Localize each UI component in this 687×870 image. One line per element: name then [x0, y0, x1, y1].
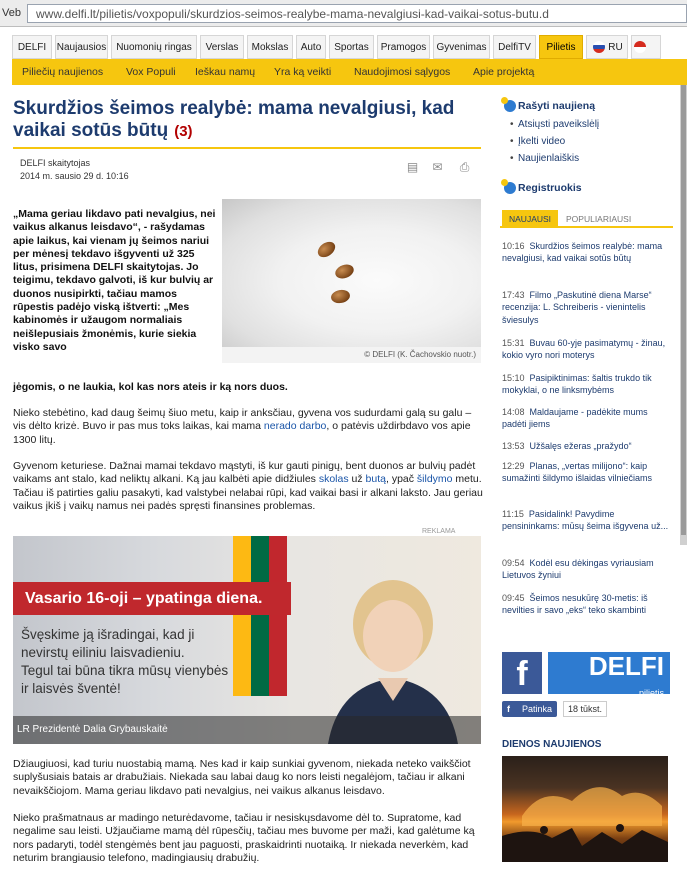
news-time: 15:31: [502, 338, 525, 348]
ad-headline: Vasario 16-oji – ypatinga diena.: [13, 582, 291, 615]
subnav-pilieciu-naujienos[interactable]: Piliečių naujienos: [22, 66, 104, 78]
news-item[interactable]: [502, 508, 674, 533]
news-title: Maldaujame - padėkite mums padėti jiems: [502, 407, 648, 430]
article-lead: „Mama geriau likdavo pati nevalgius, nei vaikus alkanus leisdavo“, - rašydamas apie laikus, kai vienam jų šeimos nariui per mėnesį tekdavo išgyventi už 325 litus, prisimena DELFI skaitytojas. Jo teigimu, tekdavo galvoti, iš kur bulvių ar duonos nusipirkti, tačiau mamos rūpestis padėjo viską ištverti: „Mes kabinomės ir užaugom normaliais neišlepusiais žmonėmis, kurie siekia visko savo: [13, 208, 216, 353]
news-time: 10:16: [502, 241, 525, 251]
ad-line: nevirstų eiliniu laisvadieniu.: [21, 645, 185, 660]
news-time: 15:10: [502, 373, 525, 383]
text: Nieko stebėtino, kad daug šeimų šiuo metu, kaip ir anksčiau, gyvena vos sudurdami galą su galu – vis dėlto krizė. Buvo ir pas mus toks laikas, kai mama: [13, 407, 472, 433]
protest-scene: [502, 756, 668, 862]
news-item[interactable]: [502, 557, 674, 582]
ad-line: Švęskime ją išradingai, kad ji: [21, 627, 195, 642]
article-paragraph-1: [13, 407, 483, 447]
article-date: 2014 m. sausio 29 d. 10:16: [20, 171, 129, 181]
news-item[interactable]: [502, 289, 674, 326]
nav-mokslas[interactable]: Mokslas: [247, 35, 293, 59]
news-title: Šeimos nesukūrę 30-metis: iš nevilties ir savo „eks“ teko skambinti: [502, 593, 648, 616]
register-label: Registruokis: [518, 182, 582, 194]
photo-bean: [315, 239, 338, 261]
nav-sportas[interactable]: Sportas: [329, 35, 374, 59]
link-skolas[interactable]: skolas: [318, 473, 349, 486]
subnav-naudojimosi-salygos[interactable]: Naudojimosi sąlygos: [354, 66, 451, 78]
register-link[interactable]: [504, 182, 582, 194]
ad-line: ir laisvės šventė!: [21, 681, 121, 696]
subnav-vox-populi[interactable]: Vox Populi: [126, 66, 176, 78]
nav-naujausios[interactable]: Naujausios: [55, 35, 108, 59]
user-icon: [504, 100, 516, 112]
text: , ypač: [385, 473, 417, 486]
main-navigation: [12, 35, 687, 59]
news-time: 12:29: [502, 461, 525, 471]
subnav-yra-ka-veikti[interactable]: Yra ką veikti: [274, 66, 332, 78]
text: , o patėvis uždirbdavo vos apie 1300 litų.: [13, 420, 471, 446]
news-item[interactable]: [502, 372, 674, 397]
article-photo[interactable]: [222, 199, 481, 347]
headline-divider: [13, 147, 481, 149]
print-icon[interactable]: ⎙: [459, 160, 470, 174]
write-news-label: Rašyti naujieną: [518, 100, 596, 112]
sidebar-link-picture[interactable]: • Atsiųsti paveikslėlį: [518, 119, 599, 130]
news-title: Planas, „vertas milijono“: kaip sumažinti šildymo išlaidas vilniečiams: [502, 461, 653, 484]
nav-ru[interactable]: [586, 35, 628, 59]
photo-caption: © DELFI (K. Čachovskio nuotr.): [222, 347, 481, 363]
nav-delfi[interactable]: DELFI: [12, 35, 52, 59]
news-title: Skurdžios šeimos realybė: mama nevalgiusi, kad vaikai sotūs būtų: [502, 241, 663, 264]
tab-naujausi[interactable]: NAUJAUSI: [502, 210, 558, 228]
subnav-ieskau-namu[interactable]: Ieškau namų: [195, 66, 256, 78]
news-time: 09:54: [502, 558, 525, 568]
like-count: 18 tūkst.: [563, 701, 607, 717]
advertisement-banner[interactable]: [13, 536, 481, 744]
browser-label: Veb: [2, 7, 21, 19]
nav-pilietis[interactable]: Pilietis: [539, 35, 583, 59]
page-scrollbar[interactable]: [680, 85, 687, 545]
news-item[interactable]: [502, 337, 674, 362]
headline-text: Skurdžios šeimos realybė: mama nevalgiusi, kad vaikai sotūs būtų: [13, 98, 455, 141]
news-tabs: [500, 210, 673, 228]
delfi-logo-sub: pilietis: [638, 688, 664, 698]
write-news-link[interactable]: [504, 100, 595, 112]
article-lead-tail: jėgomis, o ne laukia, kol kas nors ateis ir ką nors duos.: [13, 381, 288, 393]
text: metu. Tačiau iš patirties galiu pasakyti, kad valstybei nelabai rūpi, kad vaikai basi ir alkani laksto. Jau geriau vaikus įkiš į vaikų namus nei padės spręsti finansines problemas.: [13, 473, 483, 512]
comment-count-link[interactable]: (3): [174, 123, 193, 140]
nav-auto[interactable]: Auto: [296, 35, 326, 59]
news-item[interactable]: [502, 406, 674, 431]
ad-label: REKLAMA: [422, 528, 456, 535]
ad-line: Tegul tai būna tikra mūsų vienybės: [21, 663, 229, 678]
nav-verslas[interactable]: Verslas: [200, 35, 244, 59]
link-buta[interactable]: butą: [365, 473, 386, 486]
news-title: Pasidalink! Pavydime pensininkams: mūsų šeima išgyvena už...: [502, 509, 669, 532]
facebook-logo-icon[interactable]: f: [502, 652, 542, 694]
news-title: Filmo „Paskutinė diena Marse“ recenzija: L. Schreiberis - vienintelis šviesulys: [502, 290, 652, 325]
news-item[interactable]: [502, 592, 674, 617]
sub-navigation: [12, 59, 687, 85]
news-title: Užšalęs ežeras „pražydo“: [529, 441, 632, 451]
photo-bean: [330, 288, 351, 304]
news-time: 17:43: [502, 290, 525, 300]
news-item[interactable]: [502, 440, 674, 452]
article-author: DELFI skaitytojas: [20, 158, 91, 168]
nav-delfitv[interactable]: DelfiTV: [493, 35, 536, 59]
user-icon: [504, 182, 516, 194]
subnav-apie-projekta[interactable]: Apie projektą: [473, 66, 535, 78]
text: Gyvenom keturiese. Dažnai mamai tekdavo mąstyti, iš kur gauti pinigų, bent duonos ar bulvių padėt vaikams ant stalo, kad neliktų alkani. Ką jau kalbėti apie didžiules: [13, 460, 476, 486]
comment-icon[interactable]: ▤: [406, 160, 419, 174]
nav-ru-label: RU: [608, 42, 623, 53]
dienos-naujienos-photo[interactable]: [502, 756, 668, 862]
link-nerado-darbo[interactable]: nerado darbo: [263, 420, 327, 433]
photo-bean: [333, 262, 355, 281]
ad-body: [21, 626, 281, 698]
article-paragraph-4: Nieko prašmatnaus ar madingo neturėdavome, tačiau ir nesiskųsdavome dėl to. Supratome, kad negalime sau leisti. Užjaučiame mamą dėl rūpesčių, tačiau mes buvome per maži, kad galėtume ką nors padaryti, todėl stengėmės bent jau paguosti, praskaidrinti nuotaiką. Ir niekada neverkėm, kad neturim brangiausio telefono, madingiausių drabužių.: [13, 812, 475, 864]
link-sildymo[interactable]: šildymo: [416, 473, 453, 486]
url-field[interactable]: www.delfi.lt/pilietis/voxpopuli/skurdzios-seimos-realybe-mama-nevalgiusi-kad-vaikai-sotus-butu.d: [27, 4, 687, 23]
news-time: 13:53: [502, 441, 525, 451]
nav-nuomoniu-ringas[interactable]: Nuomonių ringas: [111, 35, 197, 59]
dienos-naujienos-heading: DIENOS NAUJIENOS: [502, 739, 602, 750]
nav-gyvenimas[interactable]: Gyvenimas: [433, 35, 490, 59]
news-time: 09:45: [502, 593, 525, 603]
scrollbar-thumb[interactable]: [681, 85, 686, 535]
article-paragraph-3: Džiaugiuosi, kad turiu nuostabią mamą. Nes kad ir kaip sunkiai gyvenom, niekada neteko vaikščiot suplyšusiais batais ar drabužiais. Niekada sau labai daug ko nors leisti negalėjom, tačiau ir alkani nevaikščiojom. Mama geriau likdavo pati nevalgius, nei vaikus alkanus leisdavo.: [13, 758, 471, 797]
russia-flag-icon: [593, 41, 605, 53]
text: už: [348, 473, 366, 486]
article-paragraph-2: [13, 460, 483, 513]
browser-address-bar: [0, 0, 687, 27]
news-item[interactable]: [502, 240, 674, 265]
delfi-pilietis-logo[interactable]: [548, 651, 670, 698]
tab-populiariausi[interactable]: POPULIARIAUSI: [566, 214, 632, 224]
ad-caption: LR Prezidentė Dalia Grybauskaitė: [13, 716, 481, 744]
news-item[interactable]: [502, 460, 674, 485]
news-title: Kodėl esu dėkingas vyriausiam Lietuvos žyniui: [502, 558, 654, 581]
social-box: [502, 651, 670, 698]
sidebar-link-newsletter[interactable]: • Naujienlaiškis: [518, 153, 579, 164]
news-title: Buvau 60-yje pasimatymų - žinau, kokio vyro nori moterys: [502, 338, 666, 361]
news-time: 11:15: [502, 509, 524, 519]
nav-language-more[interactable]: [631, 35, 661, 59]
nav-pramogos[interactable]: Pramogos: [377, 35, 430, 59]
news-title: Pasipiktinimas: šaltis trukdo tik mokyklai, o ne linksmybėms: [502, 373, 652, 396]
sidebar-link-video[interactable]: • Įkelti video: [518, 136, 565, 147]
flag-icon: [634, 41, 646, 53]
facebook-like-button[interactable]: f Patinka: [502, 701, 557, 717]
delfi-logo-text: DELFI: [588, 651, 664, 681]
article-headline: [13, 98, 483, 143]
email-icon[interactable]: ✉: [432, 160, 443, 174]
news-time: 14:08: [502, 407, 525, 417]
